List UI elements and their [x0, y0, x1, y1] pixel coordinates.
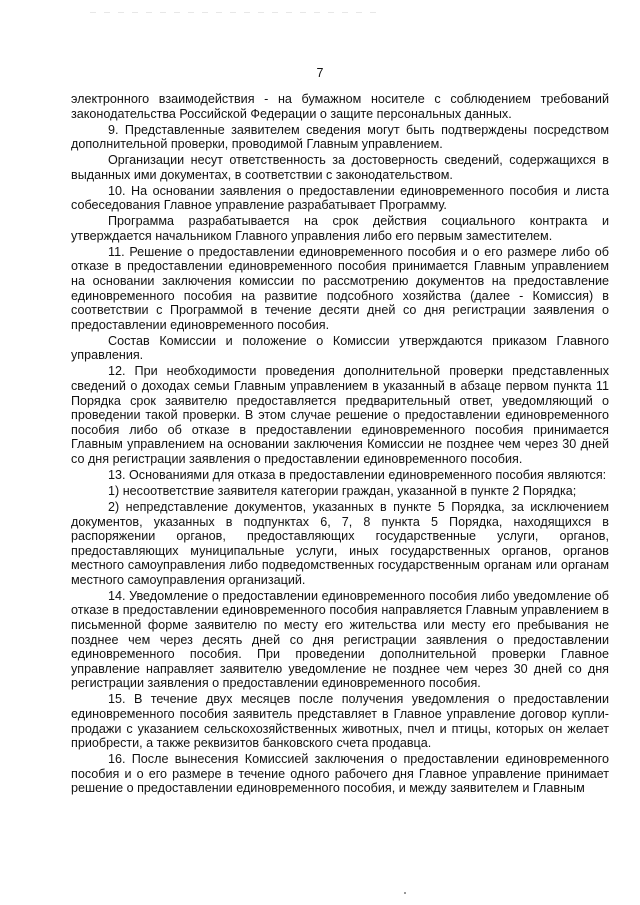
paragraph: 11. Решение о предоставлении единовременного пособия и о его размере либо об отказе в предоставлении единовременного пособия принимается Главным управлением на основании заключения комиссии по рассмотрению документов на предоставление единовременного пособия на развитие подсобного хозяйства (далее - Комиссия) в соответствии с Программой в течение десяти дней со дня регистрации заявления о предоставлении единовременного пособия. [71, 244, 609, 332]
paragraph: 1) несоответствие заявителя категории граждан, указанной в пункте 2 Порядка; [108, 483, 577, 498]
paragraph: 15. В течение двух месяцев после получения уведомления о предоставлении единовременного пособия заявитель представляет в Главное управление договор купли-продажи с указанием сельскохозяйственных животных, пчел и птицы, которых он желает приобрести, а также реквизитов банковского счета продавца. [71, 692, 609, 751]
paragraph: 10. На основании заявления о предоставлении единовременного пособия и листа собеседования Главное управление разрабатывает Программу. [71, 183, 609, 213]
document-body [71, 92, 609, 797]
paragraph: Программа разрабатывается на срок действия социального контракта и утверждается начальником Главного управления либо его первым заместителем. [71, 214, 609, 243]
scan-artifact [90, 12, 380, 13]
paragraph: 16. После вынесения Комиссией заключения о предоставлении единовременного пособия и о его размере в течение одного рабочего дня Главное управление принимает решение о предоставлении единовременного пособия, и между заявителем и Главным [71, 752, 609, 796]
paragraph: 9. Представленные заявителем сведения могут быть подтверждены посредством дополнительной проверки, проводимой Главным управлением. [71, 122, 609, 152]
paragraph: электронного взаимодействия - на бумажном носителе с соблюдением требований законодательства Российской Федерации о защите персональных данных. [71, 92, 609, 121]
paragraph: 12. При необходимости проведения дополнительной проверки представленных сведений о доходах семьи Главным управлением в указанный в абзаце первом пункта 11 Порядка срок заявителю предоставляется предварительный ответ, уведомляющий о проведении такой проверки. В этом случае решение о предоставлении единовременного пособия либо об отказе в предоставлении единовременного пособия принимается Главным управлением на основании заключения Комиссии не позднее чем через 30 дней со дня регистрации заявления о предоставлении единовременного пособия. [71, 364, 609, 466]
paragraph: Организации несут ответственность за достоверность сведений, содержащихся в выданных ими документах, в соответствии с законодательством. [71, 153, 609, 182]
paragraph: 14. Уведомление о предоставлении единовременного пособия либо уведомление об отказе в предоставлении единовременного пособия направляется Главным управлением в письменной форме заявителю по месту его жительства или месту его пребывания не позднее чем через десять дней со дня регистрации заявления о предоставлении единовременного пособия. При проведении дополнительной проверки Главное управление направляет заявителю уведомление не позднее чем через 30 дней со дня регистрации заявления о предоставлении единовременного пособия. [71, 588, 609, 691]
paragraph: 13. Основаниями для отказа в предоставлении единовременного пособия являются: [108, 467, 607, 482]
paragraph: Состав Комиссии и положение о Комиссии утверждаются приказом Главного управления. [71, 333, 609, 363]
scan-dot [404, 892, 406, 894]
paragraph: 2) непредставление документов, указанных в пункте 5 Порядка, за исключением документов, указанных в подпунктах 6, 7, 8 пункта 5 Порядка, находящихся в распоряжении органов, предоставляющих государственные услуги, органов, предоставляющих муниципальные услуги, иных государственных органов, органов местного самоуправления либо подведомственных государственным органам или органам местного самоуправления организаций. [71, 499, 609, 587]
page-number: 7 [316, 66, 324, 80]
